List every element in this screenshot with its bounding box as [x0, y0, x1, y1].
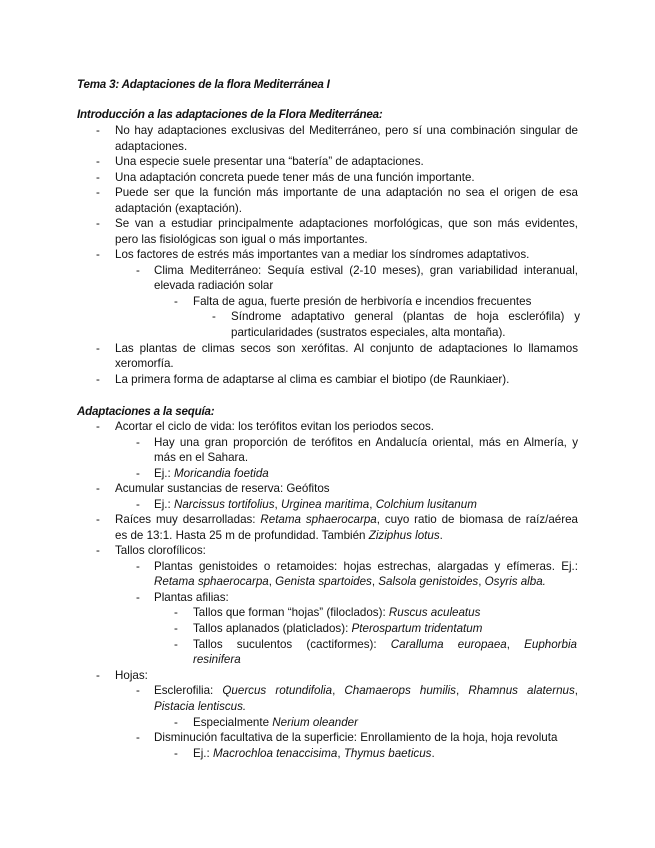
- text-span: elevada radiación solar: [154, 279, 274, 292]
- text-span: Plantas afilias:: [154, 591, 229, 604]
- species-name: Rhamnus alaternus: [468, 684, 575, 697]
- bullet-dash: -: [174, 747, 178, 760]
- text-line: [115, 232, 368, 247]
- bullet-dash: -: [136, 591, 140, 604]
- text-line: [154, 730, 557, 745]
- text-line: [193, 715, 358, 730]
- bullet-dash: -: [136, 498, 140, 511]
- text-line: [115, 247, 529, 262]
- species-name: Genista spartoides: [275, 575, 372, 588]
- bullet-dash: -: [136, 436, 140, 449]
- text-span: Una adaptación concreta puede tener más de una función importante.: [115, 171, 475, 184]
- section-heading-sequia: Adaptaciones a la sequía:: [77, 405, 215, 418]
- text-span: Se van a estudiar principalmente adaptaciones morfológicas, que son más evidentes,: [115, 217, 578, 230]
- species-name: Moricandia foetida: [173, 467, 269, 480]
- text-span: Clima Mediterráneo: Sequía estival (2-10 meses), gran variabilidad interanual,: [154, 264, 578, 277]
- text-span: Una especie suele presentar una “batería” de adaptaciones.: [115, 155, 424, 168]
- text-line: [193, 294, 531, 309]
- text-line: [115, 419, 434, 434]
- text-line: [115, 185, 578, 200]
- text-span: ,: [455, 684, 469, 697]
- text-line: [193, 621, 482, 636]
- text-span: , cuyo ratio de biomasa de raíz/aérea: [376, 513, 578, 526]
- text-line: [115, 528, 443, 543]
- text-span: Tallos que forman “hojas” (filoclados):: [193, 606, 389, 619]
- bullet-dash: -: [174, 295, 178, 308]
- species-name: Pterospartum tridentatum: [351, 622, 483, 635]
- bullet-dash: -: [136, 684, 140, 697]
- species-name: resinifera: [193, 653, 241, 666]
- bullet-dash: -: [136, 467, 140, 480]
- document-title: Tema 3: Adaptaciones de la flora Mediterránea I: [77, 78, 330, 91]
- bullet-dash: -: [96, 124, 100, 137]
- text-line: [154, 683, 578, 698]
- species-name: Ruscus aculeatus: [388, 606, 481, 619]
- bullet-dash: -: [136, 731, 140, 744]
- text-span: Puede ser que la función más importante de una adaptación no sea el origen de esa: [115, 186, 578, 199]
- text-span: Acortar el ciclo de vida: los terófitos evitan los periodos secos.: [115, 420, 434, 433]
- text-span: .: [431, 747, 435, 760]
- text-span: Plantas genistoides o retamoides: hojas estrechas, alargadas y efímeras. Ej.:: [154, 560, 578, 573]
- species-name: Osyris alba.: [484, 575, 546, 588]
- text-span: ,: [371, 575, 379, 588]
- text-span: Tallos clorofílicos:: [115, 544, 206, 557]
- text-span: Especialmente: [193, 716, 273, 729]
- text-span: ,: [574, 684, 578, 697]
- text-line: [193, 652, 241, 667]
- text-span: Las plantas de climas secos son xerófitas. Al conjunto de adaptaciones lo llamamos: [115, 342, 578, 355]
- bullet-dash: -: [136, 264, 140, 277]
- text-line: [154, 466, 269, 481]
- text-line: [115, 154, 424, 169]
- text-span: Síndrome adaptativo general (plantas de hoja esclerófila) y: [231, 310, 580, 323]
- text-span: Disminución facultativa de la superficie: Enrollamiento de la hoja, hoja revoluta: [154, 731, 558, 744]
- bullet-dash: -: [212, 310, 216, 323]
- text-line: [231, 325, 506, 340]
- text-line: [154, 435, 578, 450]
- text-span: es de 13:1. Hasta 25 m de profundidad. También: [115, 529, 369, 542]
- text-span: Falta de agua, fuerte presión de herbivoría e incendios frecuentes: [193, 295, 532, 308]
- text-span: particularidades (sustratos especiales, alta montaña).: [231, 326, 506, 339]
- bullet-dash: -: [96, 482, 100, 495]
- text-span: .: [439, 529, 443, 542]
- species-name: Chamaerops humilis: [344, 684, 456, 697]
- bullet-dash: -: [96, 248, 100, 261]
- text-span: ,: [337, 747, 344, 760]
- bullet-dash: -: [96, 544, 100, 557]
- bullet-dash: -: [174, 622, 178, 635]
- text-span: Raíces muy desarrolladas:: [115, 513, 261, 526]
- bullet-dash: -: [96, 373, 100, 386]
- text-span: Hay una gran proporción de terófitos en Andalucía oriental, más en Almería, y: [154, 436, 578, 449]
- text-span: ,: [274, 498, 281, 511]
- species-name: Retama sphaerocarpa: [260, 513, 377, 526]
- species-name: Pistacia lentiscus.: [154, 700, 247, 713]
- bullet-dash: -: [96, 513, 100, 526]
- text-line: [154, 278, 273, 293]
- text-span: La primera forma de adaptarse al clima es cambiar el biotipo (de Raunkiaer).: [115, 373, 510, 386]
- text-span: ,: [478, 575, 485, 588]
- species-name: Euphorbia: [524, 638, 577, 651]
- section-heading-introduccion: Introducción a las adaptaciones de la Flora Mediterránea:: [77, 108, 383, 121]
- text-line: [154, 263, 578, 278]
- text-line: [193, 746, 435, 761]
- text-span: Tallos suculentos (cactiformes):: [193, 638, 391, 651]
- text-line: [115, 216, 578, 231]
- species-name: Quercus rotundifolia: [222, 684, 333, 697]
- text-line: [154, 699, 246, 714]
- text-line: [231, 309, 580, 324]
- text-line: [115, 512, 578, 527]
- bullet-dash: -: [96, 217, 100, 230]
- text-line: [115, 170, 475, 185]
- text-span: Ej.:: [154, 467, 174, 480]
- text-line: [154, 497, 477, 512]
- species-name: Colchium lusitanum: [375, 498, 477, 511]
- bullet-dash: -: [96, 669, 100, 682]
- text-span: No hay adaptaciones exclusivas del Mediterráneo, pero sí una combinación singular de: [115, 124, 578, 137]
- species-name: Caralluma europaea: [390, 638, 507, 651]
- text-line: [115, 372, 509, 387]
- text-span: xeromorfía.: [115, 357, 174, 370]
- text-span: ,: [332, 684, 345, 697]
- text-line: [193, 637, 577, 652]
- text-span: adaptaciones.: [115, 140, 188, 153]
- text-span: pero las fisiológicas son igual o más importantes.: [115, 233, 368, 246]
- text-line: [154, 559, 578, 574]
- bullet-dash: -: [96, 155, 100, 168]
- text-span: Los factores de estrés más importantes van a mediar los síndromes adaptativos.: [115, 248, 530, 261]
- text-line: [115, 201, 242, 216]
- text-line: [154, 590, 229, 605]
- text-span: más en el Sahara.: [154, 451, 249, 464]
- species-name: Narcissus tortifolius: [173, 498, 275, 511]
- text-line: [154, 450, 248, 465]
- text-span: Hojas:: [115, 669, 148, 682]
- text-span: Ej.:: [154, 498, 174, 511]
- text-span: adaptación (exaptación).: [115, 202, 242, 215]
- species-name: Macrochloa tenaccisima: [212, 747, 338, 760]
- bullet-dash: -: [174, 638, 178, 651]
- text-line: [193, 605, 480, 620]
- text-line: [115, 481, 330, 496]
- text-line: [115, 341, 578, 356]
- bullet-dash: -: [96, 186, 100, 199]
- text-span: ,: [506, 638, 525, 651]
- text-span: ,: [369, 498, 376, 511]
- species-name: Retama sphaerocarpa: [154, 575, 269, 588]
- bullet-dash: -: [96, 171, 100, 184]
- text-line: [115, 356, 174, 371]
- text-span: Acumular sustancias de reserva: Geófitos: [115, 482, 330, 495]
- bullet-dash: -: [136, 560, 140, 573]
- text-line: [115, 139, 187, 154]
- species-name: Salsola genistoides: [378, 575, 479, 588]
- text-line: [115, 543, 206, 558]
- text-span: Esclerofilia:: [154, 684, 223, 697]
- species-name: Thymus baeticus: [343, 747, 432, 760]
- text-line: [154, 574, 546, 589]
- bullet-dash: -: [96, 420, 100, 433]
- text-line: [115, 123, 578, 138]
- bullet-dash: -: [174, 716, 178, 729]
- species-name: Urginea maritima: [280, 498, 370, 511]
- bullet-dash: -: [174, 606, 178, 619]
- species-name: Nerium oleander: [272, 716, 358, 729]
- species-name: Ziziphus lotus: [368, 529, 440, 542]
- text-span: ,: [268, 575, 276, 588]
- text-span: Ej.:: [193, 747, 213, 760]
- text-line: [115, 668, 148, 683]
- text-span: Tallos aplanados (platiclados):: [193, 622, 352, 635]
- bullet-dash: -: [96, 342, 100, 355]
